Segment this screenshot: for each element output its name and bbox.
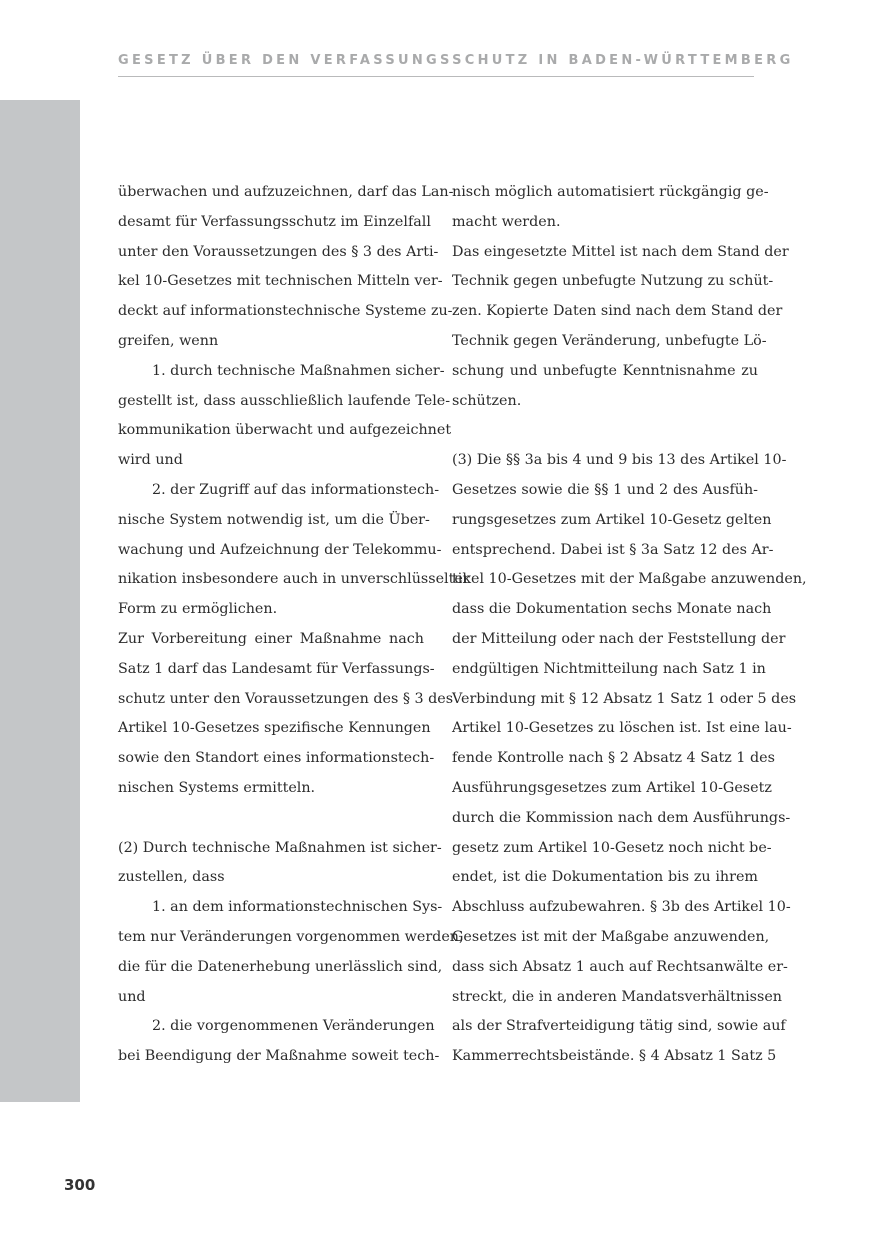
text-line: bei Beendigung der Maßnahme soweit tech- bbox=[118, 1048, 440, 1065]
text-line: kommunikation überwacht und aufgezeichnet bbox=[118, 422, 452, 439]
text-line: Abschluss aufzubewahren. § 3b des Artikel 10- bbox=[452, 899, 791, 916]
text-line: (3) Die §§ 3a bis 4 und 9 bis 13 des Artikel 10- bbox=[452, 452, 787, 469]
text-line: dass sich Absatz 1 auch auf Rechtsanwälte er- bbox=[452, 958, 788, 975]
text-line: gestellt ist, dass ausschließlich laufende Tele- bbox=[118, 392, 451, 409]
text-line: 1. an dem informationstechnischen Sys- bbox=[152, 899, 443, 916]
text-line: nisch möglich automatisiert rückgängig ge- bbox=[452, 184, 769, 200]
text-line: greifen, wenn bbox=[118, 332, 219, 349]
text-line: dass die Dokumentation sechs Monate nach bbox=[452, 601, 772, 618]
text-line: zen. Kopierte Daten sind nach dem Stand der bbox=[452, 303, 783, 320]
text-line: und bbox=[118, 988, 146, 1005]
paragraph-gap bbox=[118, 804, 424, 834]
text-line: nischen Systems ermitteln. bbox=[118, 779, 316, 796]
text-line: Technik gegen Veränderung, unbefugte Lö- bbox=[452, 332, 767, 349]
text-line: endgültigen Nichtmitteilung nach Satz 1 in bbox=[452, 660, 766, 677]
text-line: wird und bbox=[118, 452, 183, 469]
text-line: schützen. bbox=[452, 392, 522, 409]
text-line: als der Strafverteidigung tätig sind, sowie auf bbox=[452, 1018, 786, 1035]
text-line: gesetz zum Artikel 10-Gesetz noch nicht be- bbox=[452, 839, 772, 856]
text-line: desamt für Verfassungsschutz im Einzelfall bbox=[118, 213, 431, 230]
text-line: die für die Datenerhebung unerlässlich sind, bbox=[118, 958, 443, 975]
text-line: tem nur Veränderungen vorgenommen werden, bbox=[118, 928, 464, 945]
text-line: sowie den Standort eines informationstech- bbox=[118, 750, 435, 767]
text-line: schutz unter den Voraussetzungen des § 3 des bbox=[118, 690, 454, 707]
text-line: Technik gegen unbefugte Nutzung zu schüt- bbox=[452, 273, 774, 290]
text-line: der Mitteilung oder nach der Feststellung der bbox=[452, 630, 786, 647]
text-line: streckt, die in anderen Mandatsverhältnissen bbox=[452, 988, 783, 1005]
paragraph-gap bbox=[452, 416, 758, 446]
text-line: wachung und Aufzeichnung der Telekommu- bbox=[118, 541, 442, 558]
text-line: zustellen, dass bbox=[118, 869, 225, 886]
text-line: deckt auf informationstechnische Systeme zu- bbox=[118, 303, 453, 320]
text-column-right bbox=[452, 178, 807, 1072]
text-line: Gesetzes sowie die §§ 1 und 2 des Ausfüh- bbox=[452, 481, 758, 498]
text-line: Satz 1 darf das Landesamt für Verfassungs- bbox=[118, 660, 435, 677]
page-margin-bar bbox=[0, 100, 80, 1102]
text-line: Verbindung mit § 12 Absatz 1 Satz 1 oder 5 des bbox=[452, 690, 797, 707]
running-header: GESETZ ÜBER DEN VERFASSUNGSSCHUTZ IN BADEN-WÜRTTEMBERG bbox=[118, 53, 794, 68]
text-line: entsprechend. Dabei ist § 3a Satz 12 des Ar- bbox=[452, 541, 774, 558]
text-line: überwachen und aufzuzeichnen, darf das Lan- bbox=[118, 184, 454, 200]
text-line: 2. die vorgenommenen Veränderungen bbox=[152, 1018, 435, 1035]
text-line: unter den Voraussetzungen des § 3 des Arti- bbox=[118, 243, 439, 260]
text-line: durch die Kommission nach dem Ausführungs- bbox=[452, 809, 791, 826]
text-line: nikation insbesondere auch in unverschlüsselter bbox=[118, 571, 470, 588]
text-line: Kammerrechtsbeistände. § 4 Absatz 1 Satz 5 bbox=[452, 1048, 777, 1065]
text-line: 2. der Zugriff auf das informationstech- bbox=[152, 481, 440, 498]
text-line: nische System notwendig ist, um die Über- bbox=[118, 511, 430, 528]
text-line: Das eingesetzte Mittel ist nach dem Stand der bbox=[452, 243, 789, 260]
header-rule bbox=[118, 76, 754, 77]
text-line: Ausführungsgesetzes zum Artikel 10-Gesetz bbox=[452, 779, 772, 796]
text-line: Form zu ermöglichen. bbox=[118, 601, 278, 618]
page-number: 300 bbox=[64, 1176, 96, 1194]
text-line: Artikel 10-Gesetzes spezifische Kennungen bbox=[118, 720, 431, 737]
text-line: fende Kontrolle nach § 2 Absatz 4 Satz 1 des bbox=[452, 750, 775, 767]
text-column-left bbox=[118, 178, 470, 1072]
text-line: 1. durch technische Maßnahmen sicher- bbox=[152, 362, 445, 379]
text-line: Gesetzes ist mit der Maßgabe anzuwenden, bbox=[452, 928, 770, 945]
text-line: Artikel 10-Gesetzes zu löschen ist. Ist eine lau- bbox=[452, 720, 792, 737]
text-line: macht werden. bbox=[452, 213, 561, 230]
text-line: rungsgesetzes zum Artikel 10-Gesetz gelten bbox=[452, 511, 772, 528]
text-line: endet, ist die Dokumentation bis zu ihrem bbox=[452, 869, 758, 886]
text-line: tikel 10-Gesetzes mit der Maßgabe anzuwenden, bbox=[452, 571, 807, 588]
text-line: (2) Durch technische Maßnahmen ist sicher- bbox=[118, 839, 442, 856]
text-line: schung und unbefugte Kenntnisnahme zu bbox=[452, 362, 758, 379]
text-line: kel 10-Gesetzes mit technischen Mitteln ver- bbox=[118, 273, 443, 290]
text-line: Zur Vorbereitung einer Maßnahme nach bbox=[118, 630, 424, 647]
